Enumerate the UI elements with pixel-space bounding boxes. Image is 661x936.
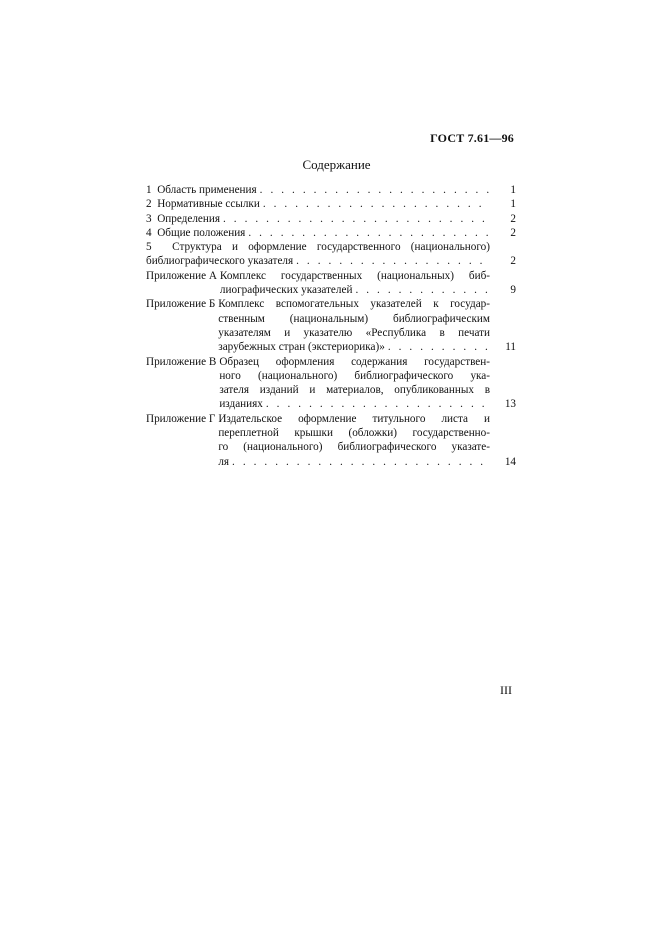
toc-entry-page: 2 [510, 255, 516, 268]
toc-entry-page: 2 [510, 226, 516, 239]
toc-entry-title: Область применения [157, 184, 257, 196]
appendix-title-line: изданиях [219, 398, 263, 411]
toc-entry-number: 3 [146, 212, 152, 225]
appendix-label: Приложение Г [146, 412, 216, 425]
toc-entry-number: 4 [146, 226, 152, 239]
toc-entry-number: 5 [146, 241, 152, 254]
leader-dots [260, 197, 490, 211]
page-number: III [500, 683, 512, 697]
toc-appendix-v[interactable] [146, 355, 516, 412]
appendix-title-line: Комплекс вспомогательных указателей к государ- [218, 298, 490, 311]
appendix-label: Приложение Б [146, 298, 216, 311]
appendix-title-line: Комплекс государственных (национальных) биб- [219, 269, 490, 282]
toc-entry-page: 14 [504, 455, 516, 468]
toc-entry-page: 2 [510, 212, 516, 225]
table-of-contents [146, 183, 516, 469]
leader-dots [293, 254, 490, 268]
toc-entry-page: 11 [505, 341, 516, 354]
leader-dots [257, 183, 490, 197]
toc-entry-page: 13 [504, 398, 516, 411]
document-code: ГОСТ 7.61—96 [430, 131, 514, 145]
appendix-title-line: ного (национального) библиографического ука- [219, 369, 490, 382]
toc-entry-title-line2: библиографического указателя [146, 255, 294, 268]
toc-entry-title: Определения [157, 212, 220, 225]
toc-appendix-g[interactable] [146, 412, 516, 469]
toc-entry-page: 9 [510, 284, 516, 297]
appendix-label: Приложение А [146, 269, 217, 282]
leader-dots [263, 397, 490, 411]
toc-entry-page: 1 [510, 198, 516, 211]
appendix-title-line: зарубежных стран (экстериорика)» [218, 341, 385, 354]
appendix-title-line: ственным (национальным) библиографическим [218, 312, 490, 325]
toc-entry-number: 2 [146, 198, 152, 211]
appendix-title-line: указателям и указателю «Республика в печати [218, 326, 490, 339]
toc-entry-5[interactable] [146, 240, 516, 269]
toc-entry-title: Общие положения [157, 226, 246, 239]
toc-appendix-a[interactable] [146, 269, 516, 298]
appendix-title-line: зателя изданий и материалов, опубликованных в [219, 384, 490, 397]
toc-entry-1[interactable] [146, 183, 516, 197]
toc-appendix-b[interactable] [146, 297, 516, 354]
leader-dots [245, 226, 490, 240]
toc-entry-2[interactable] [146, 197, 516, 211]
appendix-title-line: ля [218, 455, 230, 468]
appendix-title-line: переплетной крышки (обложки) государственно- [218, 427, 490, 440]
toc-title: Содержание [302, 157, 371, 172]
appendix-label: Приложение В [146, 355, 217, 368]
appendix-title-line: лиографических указателей [219, 284, 353, 297]
leader-dots [220, 212, 490, 226]
toc-entry-number: 1 [146, 184, 152, 196]
appendix-title-line: Образец оформления содержания государствен- [219, 355, 490, 368]
appendix-title-line: Издательское оформление титульного листа и [218, 412, 490, 425]
toc-entry-4[interactable] [146, 226, 516, 240]
toc-entry-title-line1: Структура и оформление государственного (национального) [172, 241, 490, 254]
leader-dots [229, 455, 490, 469]
toc-entry-page: 1 [510, 184, 516, 196]
toc-entry-title: Нормативные ссылки [157, 198, 260, 211]
leader-dots [385, 340, 490, 354]
toc-entry-3[interactable] [146, 212, 516, 226]
leader-dots [352, 283, 490, 297]
appendix-title-line: го (национального) библиографического указате- [218, 441, 490, 454]
